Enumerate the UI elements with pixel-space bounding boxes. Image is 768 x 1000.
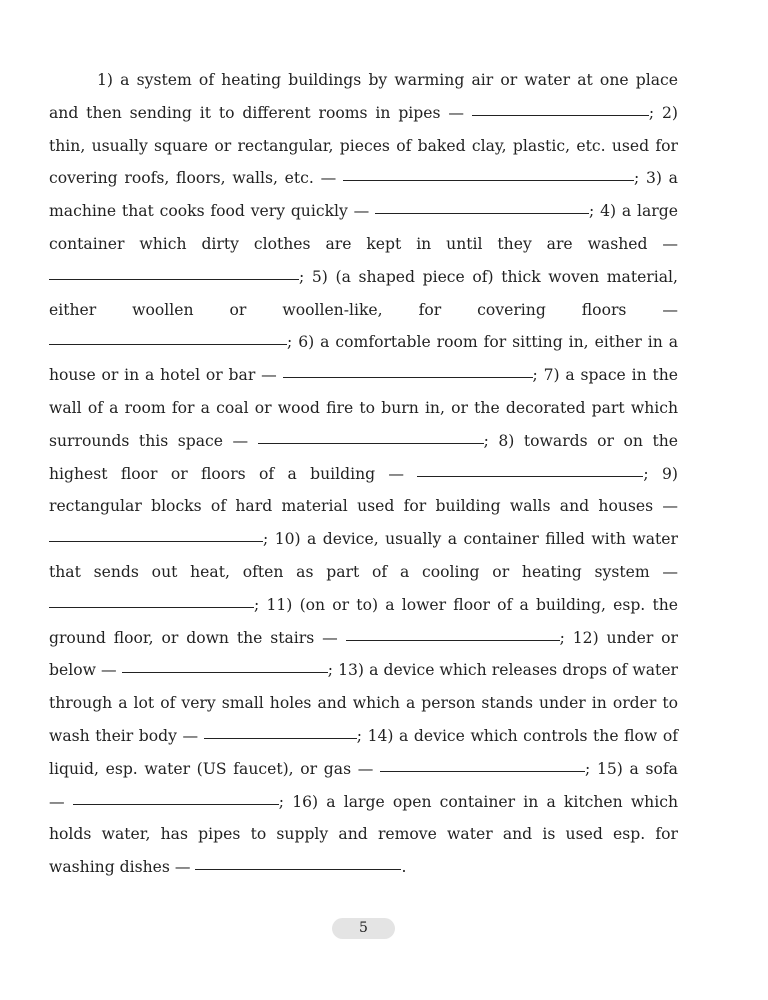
item-8-text: 8) towards or on the highest floor or floors of a building —: [49, 431, 678, 483]
item-1-end: ;: [648, 103, 655, 122]
answer-blank-6[interactable]: [283, 357, 533, 378]
item-4-text: 4) a large container which dirty clothes are kept in until they are washed —: [49, 202, 678, 253]
item-11-end: ;: [559, 628, 565, 647]
answer-blank-12[interactable]: [122, 652, 328, 673]
answer-blank-2[interactable]: [343, 160, 634, 181]
item-9-text: 9) rectangular blocks of hard material used for building walls and houses —: [49, 464, 678, 516]
answer-blank-10[interactable]: [49, 587, 254, 608]
item-12-end: ;: [327, 661, 333, 680]
exercise-text: [49, 64, 678, 884]
item-14-end: ;: [585, 759, 591, 778]
item-5-text: 5) (a shaped piece of) thick woven material, either woollen or woollen-like, for covering floors —: [49, 267, 678, 319]
item-3-text: 3) a machine that cooks food very quickly —: [49, 169, 678, 221]
item-12-text: 12) under or below —: [49, 628, 678, 680]
item-2-end: ;: [633, 169, 640, 188]
item-14-text: 14) a device which controls the flow of liquid, esp. water (US faucet), or gas —: [49, 726, 678, 778]
item-15-end: ;: [278, 792, 285, 811]
answer-blank-7[interactable]: [258, 423, 484, 444]
item-4-end: ;: [299, 267, 305, 286]
answer-blank-11[interactable]: [346, 620, 560, 641]
answer-blank-15[interactable]: [73, 784, 279, 805]
item-7-text: 7) a space in the wall of a room for a coal or wood fire to burn in, or the decorated part which surrounds this space —: [49, 366, 678, 450]
answer-blank-9[interactable]: [49, 521, 263, 542]
item-9-end: ;: [263, 530, 269, 549]
item-16-end: .: [401, 858, 407, 877]
page-number: 5: [332, 918, 395, 939]
item-16-text: 16) a large open container in a kitchen which holds water, has pipes to supply and remove water and is used esp. for washing dishes —: [49, 792, 678, 877]
answer-blank-1[interactable]: [472, 95, 649, 116]
item-7-end: ;: [483, 431, 489, 450]
item-8-end: ;: [643, 464, 649, 483]
item-13-end: ;: [356, 726, 362, 745]
answer-blank-13[interactable]: [204, 718, 357, 739]
item-5-end: ;: [287, 333, 293, 352]
item-6-end: ;: [532, 366, 538, 385]
item-11-text: 11) (on or to) a lower floor of a building, esp. the ground floor, or down the stairs —: [49, 595, 678, 647]
answer-blank-3[interactable]: [375, 193, 589, 214]
item-13-text: 13) a device which releases drops of water through a lot of very small holes and which a person stands under in order to wash their body —: [49, 661, 678, 745]
item-15-text: 15) a sofa —: [49, 759, 678, 811]
item-10-text: 10) a device, usually a container filled with water that sends out heat, often as part of a cooling or heating system —: [49, 530, 678, 581]
answer-blank-8[interactable]: [417, 456, 643, 477]
item-10-end: ;: [254, 595, 260, 614]
item-1-text: 1) a system of heating buildings by warming air or water at one place and then sending it to different rooms in pipes —: [49, 71, 678, 122]
item-3-end: ;: [589, 202, 595, 221]
answer-blank-5[interactable]: [49, 324, 287, 345]
item-2-text: 2) thin, usually square or rectangular, pieces of baked clay, plastic, etc. used for covering roofs, floors, walls, etc. —: [49, 103, 678, 188]
answer-blank-4[interactable]: [49, 259, 299, 280]
answer-blank-16[interactable]: [195, 849, 401, 870]
answer-blank-14[interactable]: [380, 751, 585, 772]
item-6-text: 6) a comfortable room for sitting in, either in a house or in a hotel or bar —: [49, 333, 678, 385]
